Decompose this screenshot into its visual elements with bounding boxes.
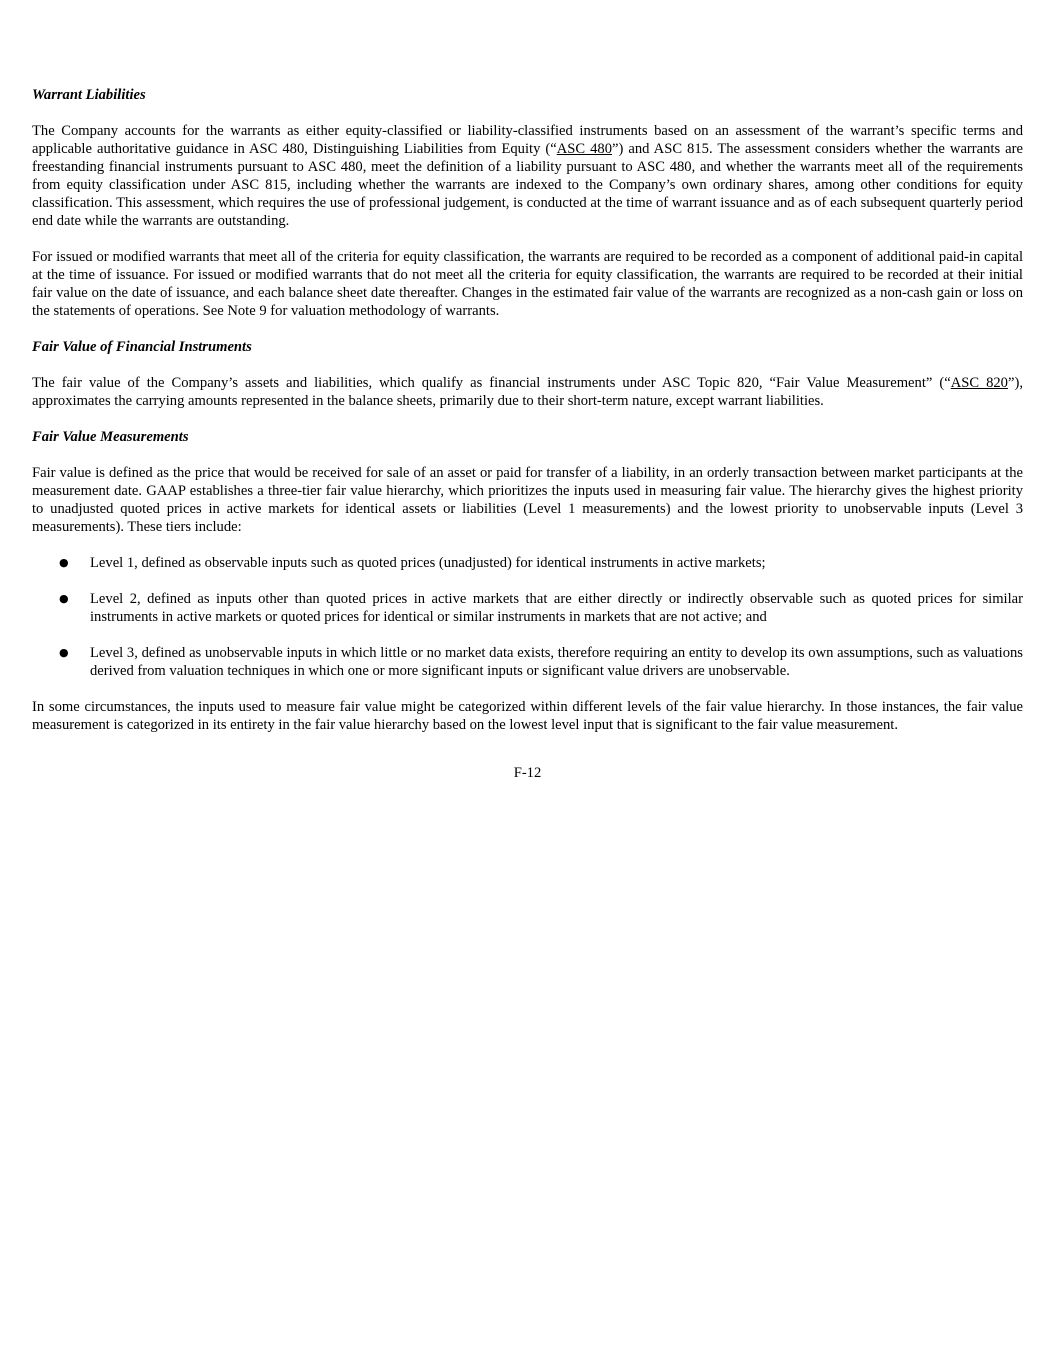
asc-820-defined-term: ASC 820 (950, 375, 1008, 391)
level-2-text: Level 2, defined as inputs other than quoted prices in active markets that are either directly or indirectly observable such as quoted prices for similar instruments in active markets or quoted prices for identical or similar instruments in markets that are not active; and (90, 591, 1023, 625)
fair-value-levels-list (32, 554, 1023, 680)
bullet-icon: ● (59, 556, 69, 569)
bullet-icon: ● (59, 646, 69, 659)
level-3-text: Level 3, defined as unobservable inputs in which little or no market data exists, therefore requiring an entity to develop its own assumptions, such as valuations derived from valuation techniques in which one or more significant inputs or significant value drivers are unobservable. (90, 645, 1023, 679)
list-item-level-2 (32, 590, 1023, 626)
document-body (32, 86, 1023, 752)
warrant-p1-text-a: The Company accounts for the warrants as either equity-classified or liability-classified instruments based on an assessment of the warrant’s specific terms and applicable authoritative guidance in ASC 480, Distinguishing Liabilities from Equity (“ (32, 123, 1023, 157)
fair-value-financial-instruments-paragraph (32, 374, 1023, 410)
level-1-text: Level 1, defined as observable inputs such as quoted prices (unadjusted) for identical instruments in active markets; (90, 555, 766, 571)
fvfi-p1-text-a: The fair value of the Company’s assets and liabilities, which qualify as financial instruments under ASC Topic 820, “Fair Value Measurement” (“ (32, 375, 951, 391)
page-number: F-12 (513, 765, 542, 781)
bullet-icon: ● (59, 592, 69, 605)
warrant-liabilities-paragraph-2: For issued or modified warrants that meet all of the criteria for equity classification, the warrants are required to be recorded as a component of additional paid-in capital at the time of issuance. For issued or modified warrants that do not meet all the criteria for equity classification, the warrants are required to be recorded at their initial fair value on the date of issuance, and each balance sheet date thereafter. Changes in the estimated fair value of the warrants are recognized as a non-cash gain or loss on the statements of operations. See Note 9 for valuation methodology of warrants. (32, 249, 1023, 319)
list-item-level-3 (32, 644, 1023, 680)
warrant-p1-text-b: ”) and ASC 815. The assessment considers whether the warrants are freestanding financial instruments pursuant to ASC 480, meet the definition of a liability pursuant to ASC 480, and whether the warrants meet all of the requirements from equity classification under ASC 815, including whether the warrants are indexed to the Company’s own ordinary shares, among other conditions for equity classification. This assessment, which requires the use of professional judgement, is conducted at the time of warrant issuance and as of each subsequent quarterly period end date while the warrants are outstanding. (32, 141, 1023, 229)
warrant-liabilities-heading: Warrant Liabilities (32, 87, 146, 103)
warrant-liabilities-paragraph-1 (32, 122, 1023, 230)
list-item-level-1 (32, 554, 1023, 572)
asc-480-defined-term: ASC 480 (556, 141, 613, 157)
fair-value-measurements-paragraph-2: In some circumstances, the inputs used to measure fair value might be categorized within different levels of the fair value hierarchy. In those instances, the fair value measurement is categorized in its entirety in the fair value hierarchy based on the lowest level input that is significant to the fair value measurement. (32, 699, 1023, 733)
fvfi-p1-text-b: ”), approximates the carrying amounts represented in the balance sheets, primarily due to their short-term nature, except warrant liabilities. (32, 375, 1023, 409)
fair-value-measurements-paragraph-1: Fair value is defined as the price that would be received for sale of an asset or paid for transfer of a liability, in an orderly transaction between market participants at the measurement date. GAAP establishes a three-tier fair value hierarchy, which prioritizes the inputs used in measuring fair value. The hierarchy gives the highest priority to unadjusted quoted prices in active markets for identical assets or liabilities (Level 1 measurements) and the lowest priority to unobservable inputs (Level 3 measurements). These tiers include: (32, 465, 1023, 535)
fair-value-measurements-heading: Fair Value Measurements (32, 429, 189, 445)
fair-value-financial-instruments-heading: Fair Value of Financial Instruments (32, 339, 252, 355)
